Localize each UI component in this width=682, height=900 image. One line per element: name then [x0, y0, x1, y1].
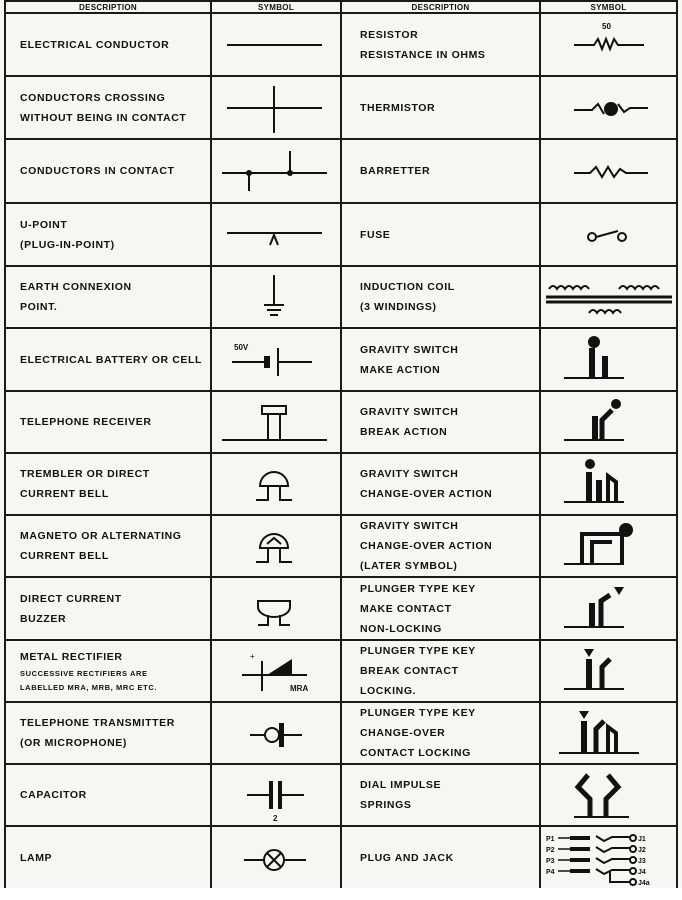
- description-line: (3 WINDINGS): [360, 301, 437, 313]
- acbell-symbol-icon: [212, 516, 342, 576]
- contact-symbol-icon: [212, 141, 342, 201]
- jack-label: J3: [637, 858, 646, 865]
- table-header-row: [5, 1, 677, 13]
- left-description-cell: [5, 764, 211, 826]
- description-line: SUCCESSIVE RECTIFIERS ARE: [20, 669, 148, 678]
- jack-label: J2: [637, 847, 646, 854]
- description-line: FUSE: [360, 228, 391, 241]
- right-symbol-cell: [540, 13, 677, 76]
- rectifier-symbol-icon: [212, 641, 342, 701]
- description-line: BUZZER: [20, 612, 67, 625]
- plug-label: P1: [545, 836, 555, 843]
- description-line: U-POINT: [20, 218, 68, 231]
- table-row: [5, 764, 677, 826]
- description-line: SPRINGS: [360, 799, 412, 811]
- right-symbol-cell: [540, 391, 677, 453]
- description-line: BREAK ACTION: [360, 426, 448, 438]
- description-line: CONDUCTORS CROSSING: [20, 91, 166, 104]
- description-line: DIAL IMPULSE: [360, 779, 442, 791]
- description-line: CHANGE-OVER: [360, 727, 446, 739]
- dial-symbol-icon: [544, 765, 674, 825]
- jack-label: J4a: [637, 880, 650, 887]
- description-line: RESISTANCE IN OHMS: [360, 48, 486, 61]
- right-symbol-cell: [540, 577, 677, 640]
- battery-voltage-label: 50V: [234, 342, 249, 352]
- description-line: ELECTRICAL CONDUCTOR: [20, 38, 170, 51]
- table-row: [5, 826, 677, 890]
- left-description-cell: [5, 640, 211, 702]
- dcbell-symbol-icon: [212, 454, 342, 514]
- right-description-cell: [341, 139, 540, 203]
- capacitor-symbol-icon: [212, 765, 342, 825]
- description-line: LOCKING.: [360, 685, 417, 697]
- description-line: LAMP: [20, 852, 53, 864]
- plug-label: P2: [545, 847, 555, 854]
- battery-symbol-icon: [212, 330, 342, 390]
- description-line: NON-LOCKING: [360, 622, 442, 635]
- left-description-cell: [5, 391, 211, 453]
- left-symbol-cell: [211, 515, 341, 577]
- description-line: TELEPHONE RECEIVER: [20, 416, 152, 428]
- left-description-cell: [5, 76, 211, 139]
- left-symbol-cell: [211, 702, 341, 764]
- table-row: [5, 702, 677, 764]
- left-symbol-cell: [211, 577, 341, 640]
- description-line: (OR MICROPHONE): [20, 737, 127, 749]
- right-symbol-cell: [540, 266, 677, 328]
- description-line: MAKE CONTACT: [360, 602, 452, 615]
- description-line: ELECTRICAL BATTERY OR CELL: [20, 353, 203, 366]
- description-line: (PLUG-IN-POINT): [20, 238, 115, 251]
- left-description-cell: [5, 577, 211, 640]
- jack-label: J4: [637, 869, 646, 876]
- table-row: [5, 266, 677, 328]
- right-symbol-cell: [540, 76, 677, 139]
- description-line: CURRENT BELL: [20, 488, 109, 500]
- right-symbol-cell: [540, 139, 677, 203]
- description-line: CAPACITOR: [20, 789, 87, 801]
- right-description-cell: [341, 577, 540, 640]
- lamp-symbol-icon: [212, 828, 342, 888]
- crossing-symbol-icon: [212, 78, 342, 138]
- description-line: WITHOUT BEING IN CONTACT: [20, 111, 187, 124]
- gs-later-symbol-icon: [544, 516, 674, 576]
- header-description-2: DESCRIPTION: [341, 1, 540, 13]
- right-symbol-cell: [540, 764, 677, 826]
- description-line: MAKE ACTION: [360, 363, 441, 376]
- right-symbol-cell: [540, 453, 677, 515]
- right-symbol-cell: [540, 702, 677, 764]
- pk-break-symbol-icon: [544, 641, 674, 701]
- pk-change-symbol-icon: [544, 703, 674, 763]
- resistor-symbol-icon: [544, 15, 674, 75]
- left-symbol-cell: [211, 640, 341, 702]
- plugjack-symbol-icon: [544, 828, 674, 888]
- description-line: THERMISTOR: [360, 101, 436, 114]
- table-row: [5, 139, 677, 203]
- right-symbol-cell: [540, 515, 677, 577]
- gs-make-symbol-icon: [544, 330, 674, 390]
- receiver-symbol-icon: [212, 392, 342, 452]
- left-description-cell: [5, 515, 211, 577]
- table-row: [5, 515, 677, 577]
- description-line: BREAK CONTACT: [360, 665, 459, 677]
- right-description-cell: [341, 266, 540, 328]
- description-line: INDUCTION COIL: [360, 281, 455, 293]
- description-line: EARTH CONNEXION: [20, 281, 132, 293]
- transmitter-symbol-icon: [212, 703, 342, 763]
- right-symbol-cell: [540, 826, 677, 890]
- right-description-cell: [341, 203, 540, 266]
- description-line: GRAVITY SWITCH: [360, 406, 459, 418]
- electrical-symbols-table: [4, 0, 678, 891]
- header-description-1: DESCRIPTION: [5, 1, 211, 13]
- upoint-symbol-icon: [212, 205, 342, 265]
- resistance-label: 50: [601, 21, 611, 31]
- right-description-cell: [341, 515, 540, 577]
- table-row: [5, 203, 677, 266]
- table-row: [5, 76, 677, 139]
- description-line: CHANGE-OVER ACTION: [360, 540, 493, 552]
- left-description-cell: [5, 328, 211, 391]
- left-symbol-cell: [211, 453, 341, 515]
- buzzer-symbol-icon: [212, 579, 342, 639]
- right-description-cell: [341, 13, 540, 76]
- left-symbol-cell: [211, 76, 341, 139]
- right-description-cell: [341, 702, 540, 764]
- description-line: (LATER SYMBOL): [360, 560, 458, 572]
- left-description-cell: [5, 826, 211, 890]
- description-line: MAGNETO OR ALTERNATING: [20, 530, 182, 542]
- description-line: PLUNGER TYPE KEY: [360, 645, 476, 657]
- right-description-cell: [341, 826, 540, 890]
- description-line: PLUNGER TYPE KEY: [360, 582, 476, 595]
- right-description-cell: [341, 453, 540, 515]
- left-symbol-cell: [211, 203, 341, 266]
- left-symbol-cell: [211, 826, 341, 890]
- gs-change-symbol-icon: [544, 454, 674, 514]
- right-description-cell: [341, 391, 540, 453]
- left-symbol-cell: [211, 139, 341, 203]
- left-description-cell: [5, 139, 211, 203]
- table-row: [5, 328, 677, 391]
- capacitor-label: 2: [273, 814, 278, 823]
- left-symbol-cell: [211, 328, 341, 391]
- right-description-cell: [341, 328, 540, 391]
- barretter-symbol-icon: [544, 141, 674, 201]
- description-line: LABELLED MRA, MRB, MRC ETC.: [20, 683, 158, 692]
- description-line: GRAVITY SWITCH: [360, 343, 459, 356]
- pk-make-symbol-icon: [544, 579, 674, 639]
- description-line: TREMBLER OR DIRECT: [20, 468, 150, 480]
- description-line: CHANGE-OVER ACTION: [360, 488, 493, 500]
- description-line: METAL RECTIFIER: [20, 651, 123, 663]
- description-line: RESISTOR: [360, 28, 419, 41]
- left-description-cell: [5, 453, 211, 515]
- plus-sign: +: [250, 652, 255, 661]
- table-row: [5, 453, 677, 515]
- thermistor-symbol-icon: [544, 78, 674, 138]
- table-row: [5, 13, 677, 76]
- jack-label: J1: [637, 836, 646, 843]
- right-symbol-cell: [540, 203, 677, 266]
- coil-symbol-icon: [544, 267, 674, 327]
- description-line: CURRENT BELL: [20, 550, 109, 562]
- right-description-cell: [341, 76, 540, 139]
- left-symbol-cell: [211, 13, 341, 76]
- left-symbol-cell: [211, 266, 341, 328]
- header-symbol-1: SYMBOL: [211, 1, 341, 13]
- description-line: TELEPHONE TRANSMITTER: [20, 717, 175, 729]
- earth-symbol-icon: [212, 267, 342, 327]
- description-line: POINT.: [20, 301, 58, 313]
- header-symbol-2: SYMBOL: [540, 1, 677, 13]
- table-row: [5, 577, 677, 640]
- description-line: BARRETTER: [360, 165, 431, 177]
- right-symbol-cell: [540, 328, 677, 391]
- right-symbol-cell: [540, 640, 677, 702]
- conductor-symbol-icon: [212, 15, 342, 75]
- left-description-cell: [5, 702, 211, 764]
- table-row: [5, 640, 677, 702]
- description-line: CONTACT LOCKING: [360, 747, 471, 759]
- description-line: GRAVITY SWITCH: [360, 468, 459, 480]
- plug-label: P4: [545, 869, 555, 876]
- description-line: PLUNGER TYPE KEY: [360, 707, 476, 719]
- gs-break-symbol-icon: [544, 392, 674, 452]
- left-symbol-cell: [211, 391, 341, 453]
- fuse-symbol-icon: [544, 205, 674, 265]
- description-line: CONDUCTORS IN CONTACT: [20, 165, 175, 177]
- left-symbol-cell: [211, 764, 341, 826]
- left-description-cell: [5, 13, 211, 76]
- description-line: PLUG AND JACK: [360, 852, 454, 864]
- right-description-cell: [341, 764, 540, 826]
- rectifier-label: MRA: [290, 684, 309, 693]
- left-description-cell: [5, 203, 211, 266]
- description-line: DIRECT CURRENT: [20, 592, 122, 605]
- table-body: [5, 13, 677, 890]
- left-description-cell: [5, 266, 211, 328]
- right-description-cell: [341, 640, 540, 702]
- page-margin: [0, 888, 682, 900]
- plug-label: P3: [545, 858, 555, 865]
- table-row: [5, 391, 677, 453]
- description-line: GRAVITY SWITCH: [360, 520, 459, 532]
